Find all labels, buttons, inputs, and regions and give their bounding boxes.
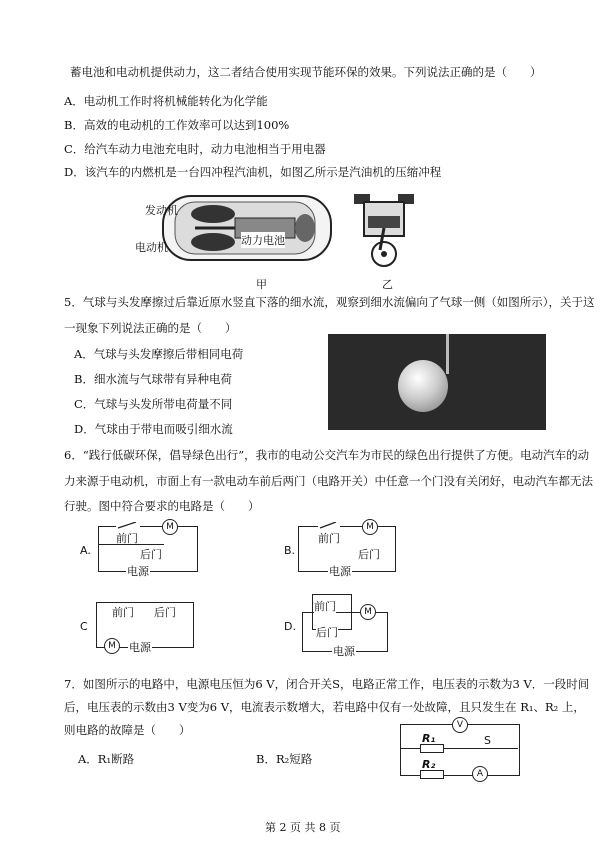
q7-option-b[interactable]: B．R₂短路 [256,752,313,766]
q4-option-c[interactable]: C．给汽车动力电池充电时，动力电池相当于用电器 [64,142,326,156]
q4-option-b[interactable]: B．高效的电动机的工作效率可以达到100% [64,118,290,132]
page-footer: 第 2 页 共 8 页 [265,821,341,834]
q7-option-a[interactable]: A．R₁断路 [78,752,135,766]
q5-option-d[interactable]: D．气球由于带电而吸引细水流 [74,422,233,436]
circuit-a [98,522,200,576]
q7-stem-line1: 7．如图所示的电路中，电源电压恒为6 V，闭合开关S，电路正常工作，电压表的示数为3 V．一段时间 [64,677,590,691]
front-door-label: 前门 [318,532,340,545]
resistor-r1 [420,744,444,753]
motor-icon: M [104,638,120,654]
motor-icon: M [360,604,376,620]
q7-circuit [398,716,524,780]
circuit-c [96,598,196,652]
battery-label: 动力电池 [241,234,285,247]
motor-icon: M [162,519,178,535]
figure-yi-label: 乙 [382,278,393,291]
circuit-d [302,590,392,660]
back-door-label: 后门 [358,548,380,561]
circuit-b [298,522,398,576]
circuit-c-letter[interactable]: C [80,620,88,633]
balloon-icon [398,360,448,412]
q5-option-a[interactable]: A．气球与头发摩擦后带相同电荷 [74,347,244,361]
q6-stem-line2: 力来源于电动机，市面上有一款电动车前后两门（电路开关）中任意一个门没有关闭好，电动汽车都无法 [64,474,593,488]
back-door-label: 后门 [316,626,338,639]
power-source-label: 电源 [329,565,351,578]
q7-stem-line3: 则电路的故障是（ ） [64,723,191,737]
front-door-label: 前门 [112,606,134,619]
circuit-a-letter[interactable]: A. [80,544,91,557]
r2-label: R₂ [422,758,436,771]
q5-option-b[interactable]: B．细水流与气球带有异种电荷 [74,372,232,386]
ammeter-icon: A [472,766,488,782]
circuit-b-letter[interactable]: B. [284,544,296,557]
front-door-switch [318,522,340,530]
power-source-label: 电源 [129,641,151,654]
q5-stem-line1: 5．气球与头发摩擦过后靠近原水竖直下落的细水流，观察到细水流偏向了气球一侧（如图所示），关于这 [64,295,595,309]
motor-icon: M [362,519,378,535]
q7-stem-line2: 后，电压表的示数由3 V变为6 V，电流表示数增大，若电路中仅有一处故障，且只发生在 R₁、R₂ 上， [64,700,585,714]
q4-option-d[interactable]: D．该汽车的内燃机是一台四冲程汽油机，如图乙所示是汽油机的压缩冲程 [64,165,442,179]
power-source-label: 电源 [333,645,355,658]
motor-label: 电动机 [135,241,168,254]
water-stream [446,334,449,374]
back-door-label: 后门 [140,548,162,561]
balloon-photo [328,334,546,430]
q6-stem-line3: 行驶。图中符合要求的电路是（ ） [64,499,260,513]
figure-jia-label: 甲 [256,278,267,291]
q5-option-c[interactable]: C．气球与头发所带电荷量不同 [74,397,233,411]
front-door-label: 前门 [314,600,336,613]
q5-stem-line2: 一现象下列说法正确的是（ ） [64,321,237,335]
engine-cylinder-figure [352,190,416,270]
q4-option-a[interactable]: A．电动机工作时将机械能转化为化学能 [64,94,268,108]
front-door-label: 前门 [116,532,138,545]
r1-label: R₁ [422,732,436,745]
back-door-label: 后门 [154,606,176,619]
q4-stem: 蓄电池和电动机提供动力，这二者结合使用实现节能环保的效果。下列说法正确的是（ ） [70,65,542,79]
car-figure [135,190,335,268]
engine-label: 发动机 [145,204,178,217]
q6-stem-line1: 6．“践行低碳环保，倡导绿色出行”，我市的电动公交汽车为市民的绿色出行提供了方便。电动汽车的动 [64,448,590,462]
voltmeter-icon: V [452,717,468,733]
circuit-d-letter[interactable]: D. [284,620,296,633]
resistor-r2 [420,770,444,779]
switch-s-label: S [484,734,491,747]
front-door-switch [116,522,140,530]
power-source-label: 电源 [127,565,149,578]
